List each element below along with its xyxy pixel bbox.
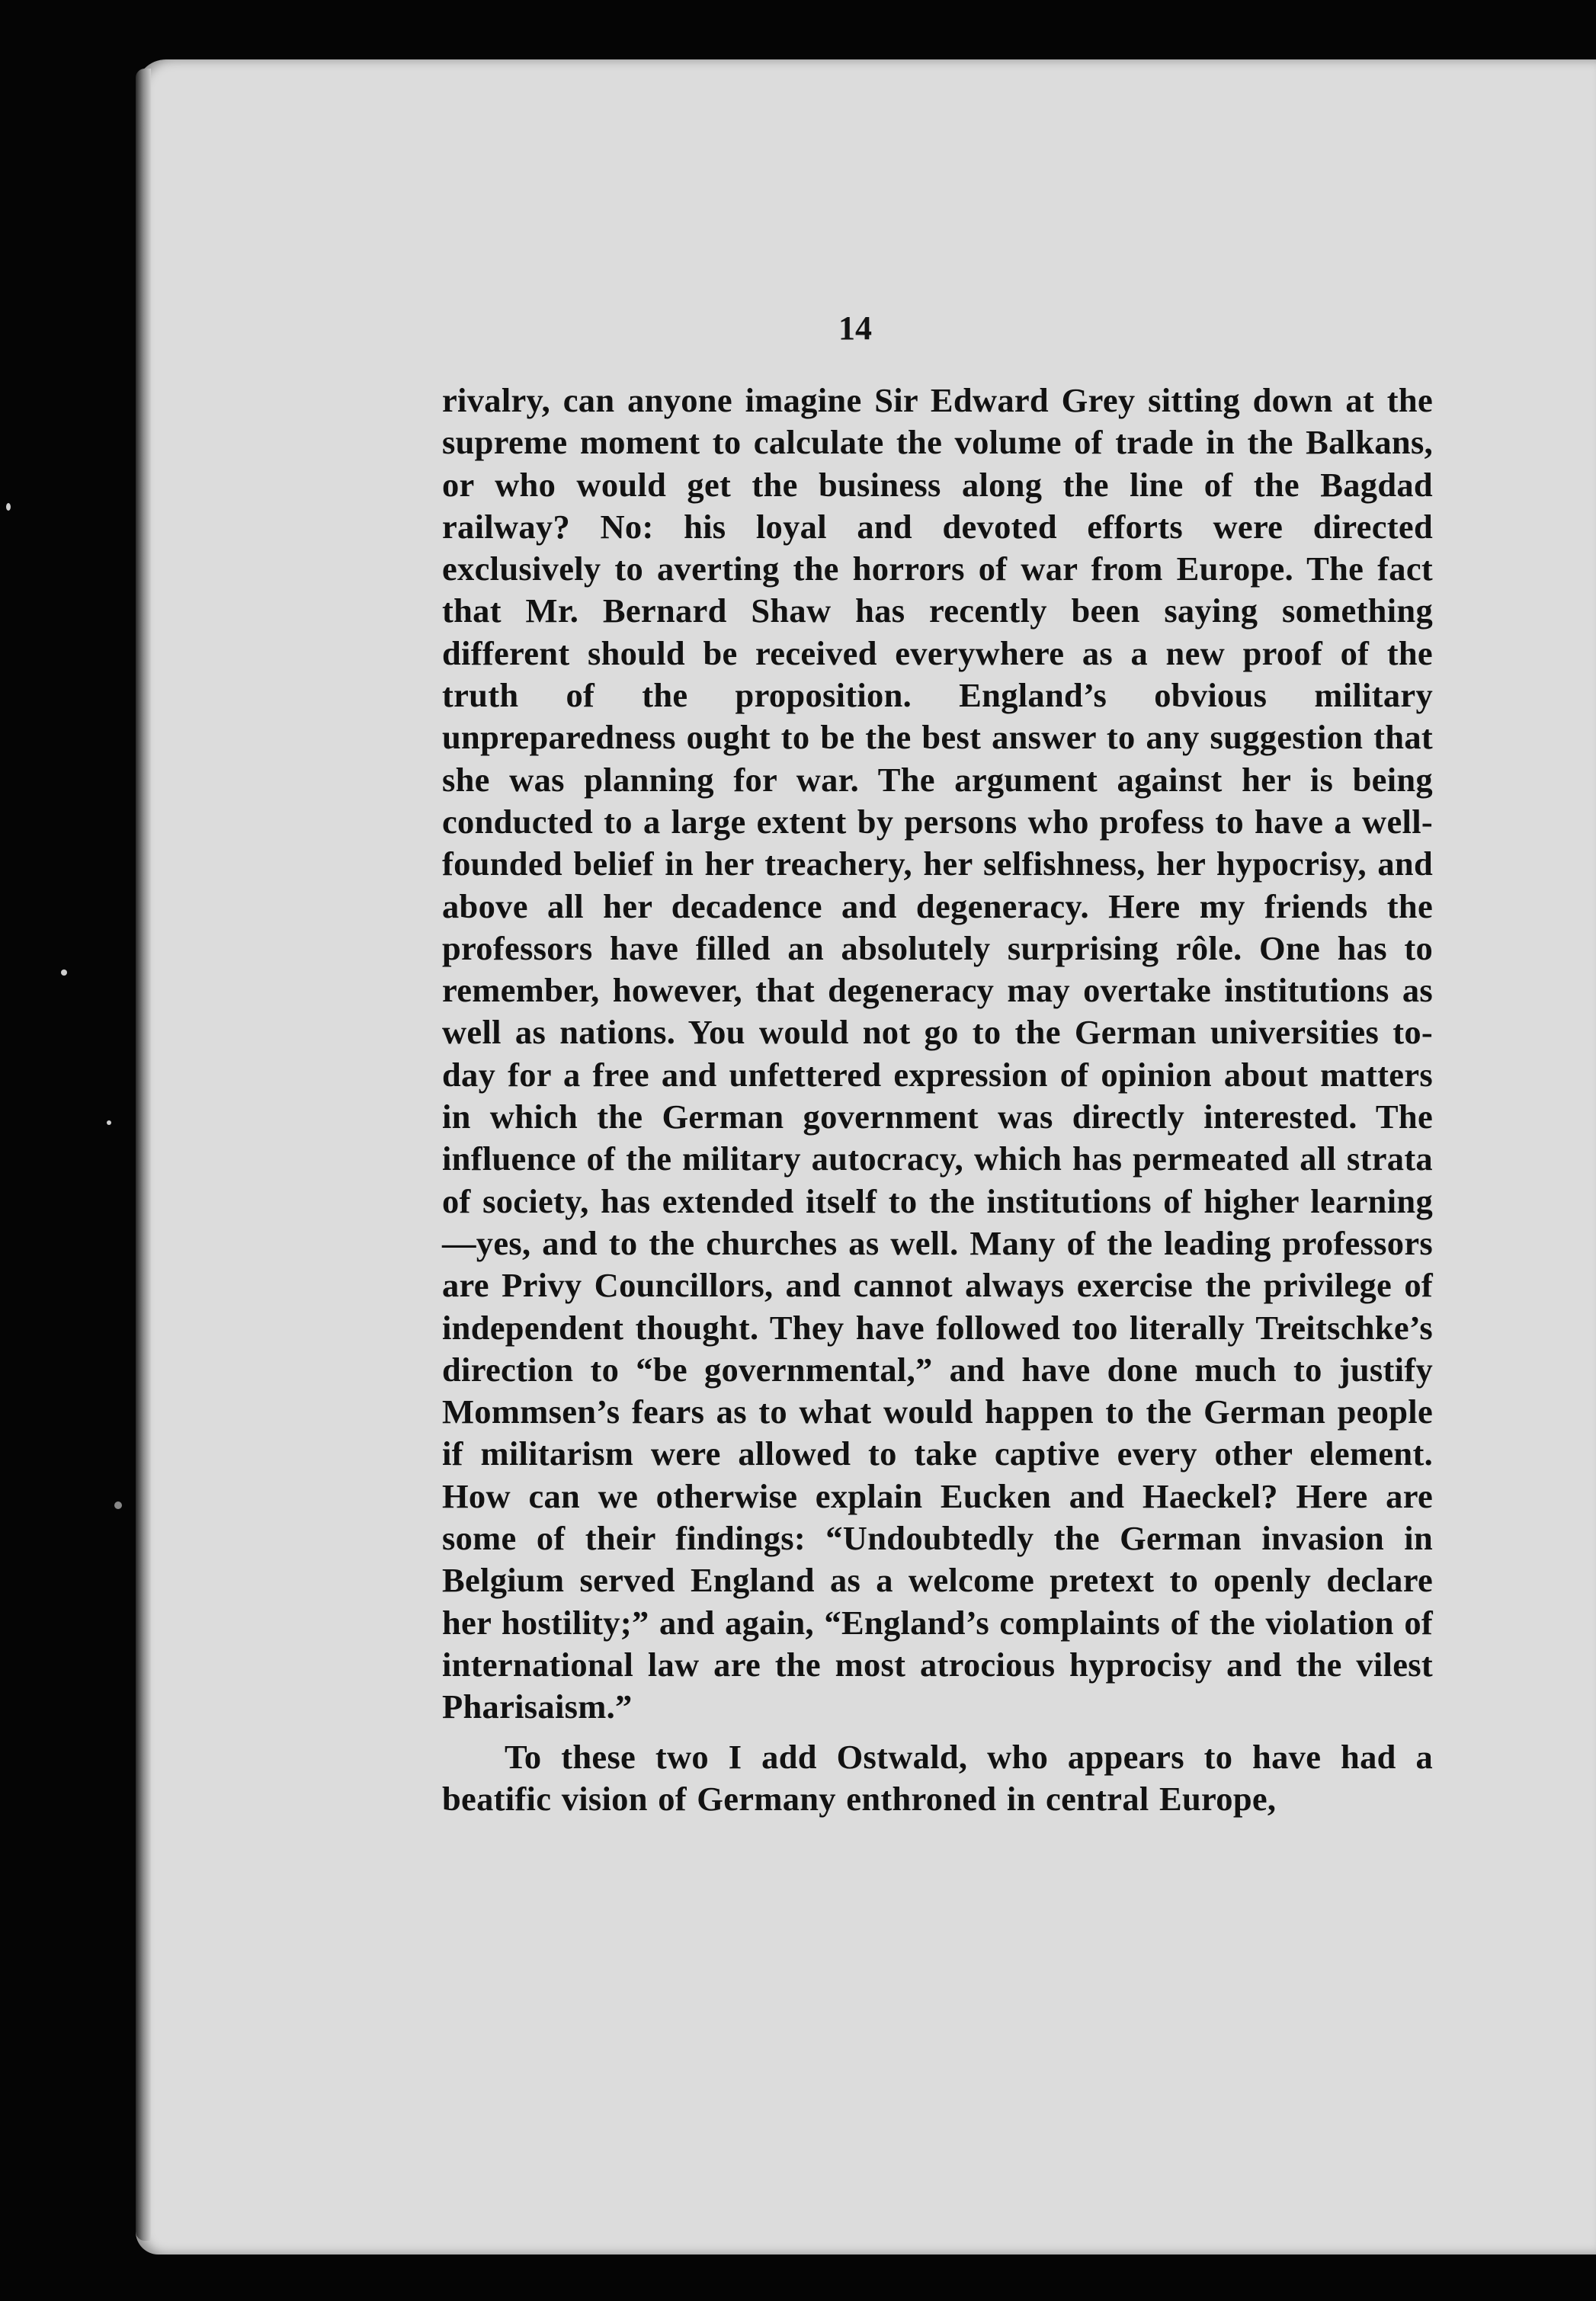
body-text [442,380,1433,1820]
paragraph: To these two I add Ostwald, who appears to have had a beatific vision of Germany enthroned in central Europe, [442,1737,1433,1818]
scan-speck [114,1501,122,1509]
scan-speck [61,969,67,976]
scan-speck [107,1120,111,1125]
paragraph: rivalry, can anyone imagine Sir Edward Grey sitting down at the supreme moment to calculate the volume of trade in the Balkans, or who would get the business along the line of the Bagdad railway? No: his loyal and devoted efforts were directed exclusively to averting the horrors of war from Europe. The fact that Mr. Bernard Shaw has recently been saying something different should be received everywhere as a new proof of the truth of the proposition. England’s obvious military unpreparedness ought to be the best answer to any suggestion that she was planning for war. The argument against her is being conducted to a large extent by persons who profess to have a well-founded belief in her treachery, her selfishness, her hypocrisy, and above all her decadence and degeneracy. Here my friends the professors have filled an absolutely surprising rôle. One has to remember, however, that degeneracy may overtake institutions as well as nations. You would not go to the German universities to-day for a free and unfettered expression of opinion about matters in which the German government was directly interested. The influence of the military autocracy, which has permeated all strata of society, has extended itself to the institutions of higher learning—yes, and to the churches as well. Many of the leading professors are Privy Councillors, and cannot always exercise the privilege of independent thought. They have followed too literally Treitschke’s direction to “be governmental,” and have done much to justify Mommsen’s fears as to what would happen to the German people if militarism were allowed to take captive every other element. How can we otherwise explain Eucken and Haeckel? Here are some of their findings: “Undoubtedly the German invasion in Belgium served England as a welcome pretext to openly declare her hostility;” and again, “England’s complaints of the violation of international law are the most atrocious hyprocisy and the vilest Pharisaism.” [442,381,1433,1726]
page-binding-edge [136,69,151,2241]
scan-speck [6,503,11,511]
page-number: 14 [838,309,872,347]
